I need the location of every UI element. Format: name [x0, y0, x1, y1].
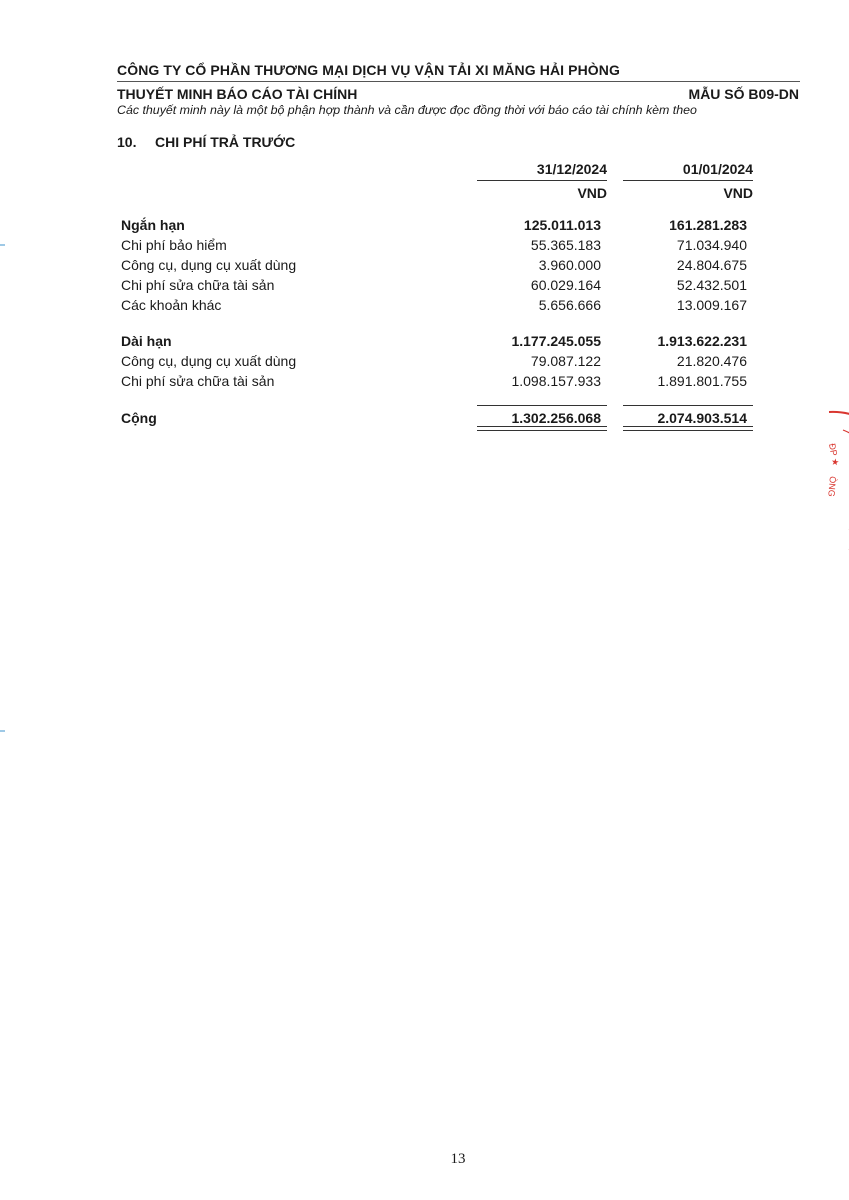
- column-header-prior: [623, 161, 753, 201]
- row-label: Công cụ, dụng cụ xuất dùng: [121, 353, 297, 369]
- value-current: 60.029.164: [530, 277, 601, 293]
- document-title: THUYẾT MINH BÁO CÁO TÀI CHÍNH: [117, 86, 358, 102]
- row-label: Chi phí bảo hiểm: [121, 237, 227, 253]
- table-row: [0, 297, 849, 317]
- total-double-underline: [623, 426, 753, 431]
- value-prior: 52.432.501: [676, 277, 747, 293]
- table-row: [0, 353, 849, 373]
- column-header-current: [477, 161, 607, 201]
- section-heading: [117, 134, 295, 150]
- page-number: 13: [450, 1151, 466, 1167]
- company-name: CÔNG TY CỔ PHẦN THƯƠNG MẠI DỊCH VỤ VẬN TẢI XI MĂNG HẢI PHÒNG: [117, 62, 800, 82]
- value-current: 125.011.013: [523, 217, 601, 233]
- section-title: CHI PHÍ TRẢ TRƯỚC: [155, 134, 296, 150]
- value-prior: 21.820.476: [676, 353, 747, 369]
- total-double-underline: [477, 426, 607, 431]
- value-prior: 1.891.801.755: [657, 373, 747, 389]
- table-row: [0, 277, 849, 297]
- value-current: 55.365.183: [530, 237, 601, 253]
- table-row: [0, 373, 849, 393]
- row-label: Ngắn hạn: [121, 217, 185, 233]
- row-label: Các khoản khác: [121, 297, 222, 313]
- total-rule: [623, 405, 753, 406]
- value-prior: 2.074.903.514: [657, 410, 747, 426]
- value-prior: 1.913.622.231: [657, 333, 747, 349]
- column-date: 31/12/2024: [477, 161, 607, 181]
- form-number: MẪU SỐ B09-DN: [688, 86, 799, 102]
- value-current: 5.656.666: [538, 297, 601, 313]
- svg-text:ÒNG: ÒNG: [826, 475, 838, 498]
- table-row-long-term: [0, 333, 849, 353]
- scan-mark: [0, 730, 5, 732]
- company-seal-stamp: [809, 400, 849, 560]
- total-rule: [477, 405, 607, 406]
- svg-text:ĐP ★: ĐP ★: [827, 442, 841, 467]
- value-prior: 71.034.940: [676, 237, 747, 253]
- column-unit: VND: [577, 185, 607, 201]
- value-current: 1.177.245.055: [511, 333, 601, 349]
- row-label: Chi phí sửa chữa tài sản: [121, 373, 275, 389]
- value-prior: 24.804.675: [676, 257, 747, 273]
- value-current: 1.098.157.933: [511, 373, 601, 389]
- value-prior: 161.281.283: [669, 217, 747, 233]
- value-current: 79.087.122: [530, 353, 601, 369]
- scan-mark: [0, 244, 5, 246]
- row-label: Dài hạn: [121, 333, 172, 349]
- value-prior: 13.009.167: [676, 297, 747, 313]
- value-current: 1.302.256.068: [511, 410, 601, 426]
- table-row: [0, 257, 849, 277]
- header-note: Các thuyết minh này là một bộ phận hợp thành và cần được đọc đồng thời với báo cáo tài chính kèm theo: [117, 103, 697, 117]
- row-label: Chi phí sửa chữa tài sản: [121, 277, 275, 293]
- column-date: 01/01/2024: [623, 161, 753, 181]
- section-number: 10.: [117, 134, 137, 150]
- column-unit: VND: [723, 185, 753, 201]
- row-label: Cộng: [121, 410, 157, 426]
- row-label: Công cụ, dụng cụ xuất dùng: [121, 257, 297, 273]
- table-row-short-term: [0, 217, 849, 237]
- value-current: 3.960.000: [538, 257, 601, 273]
- table-row: [0, 237, 849, 257]
